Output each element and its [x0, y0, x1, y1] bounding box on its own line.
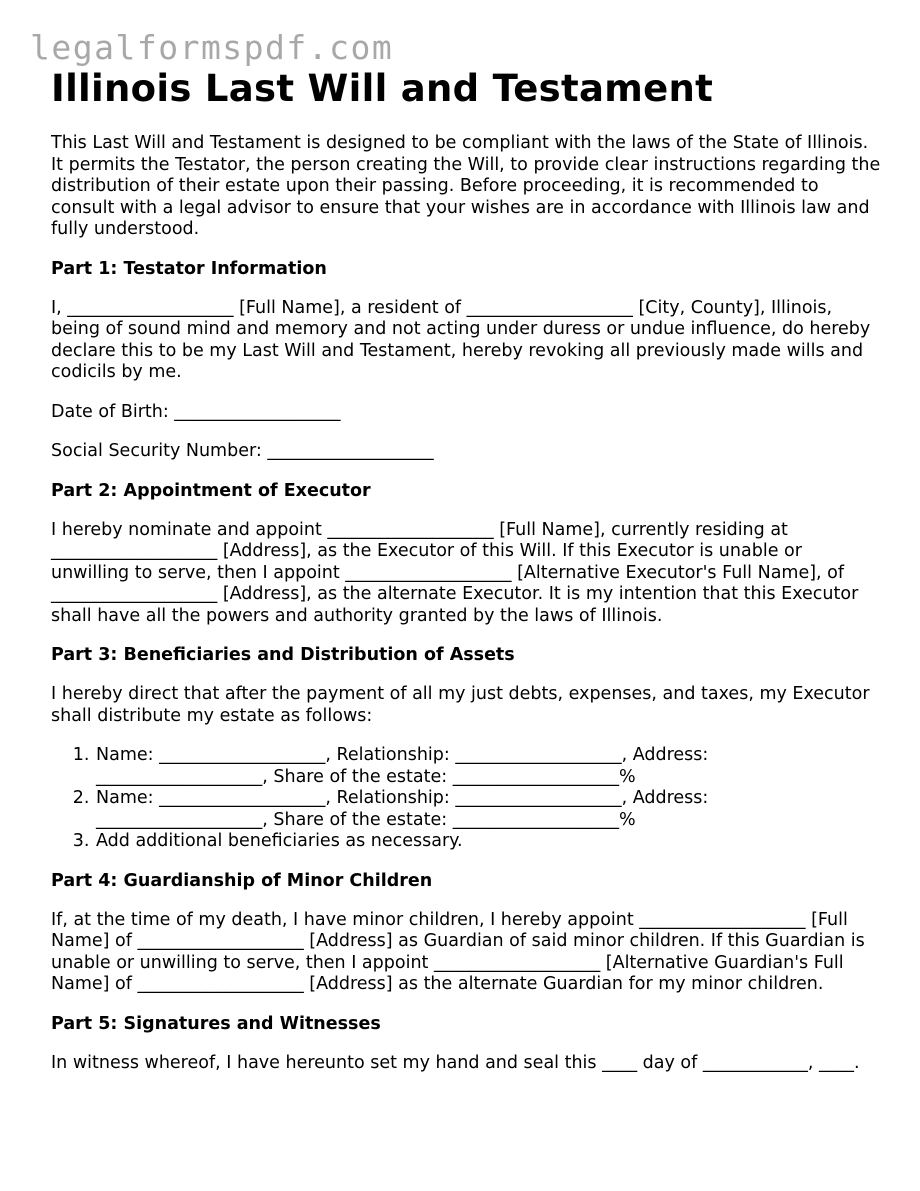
date-of-birth-field: Date of Birth: ___________________ [51, 401, 341, 422]
part-4-heading: Part 4: Guardianship of Minor Children [51, 870, 433, 891]
list-item: 2. Name: ___________________, Relationship: ___________________, Address: ___________________, Share of the estate: ___________________% [95, 788, 881, 831]
list-item: 1. Name: ___________________, Relationship: ___________________, Address: ___________________, Share of the estate: ___________________% [95, 745, 881, 788]
beneficiary-list [51, 745, 881, 853]
part-4-body: If, at the time of my death, I have minor children, I hereby appoint ___________________ [Full Name] of ___________________ [Address] as Guardian of said minor children. If this Guardian is unable or unwilling to serve, then I appoint ___________________ [Alternative Guardian's Full Name] of ___________________ [Address] as the alternate Guardian for my minor children. [51, 909, 865, 994]
part-1-body: I, ___________________ [Full Name], a resident of ___________________ [City, County], Illinois, being of sound mind and memory and not acting under duress or undue influence, do hereby declare this to be my Last Will and Testament, hereby revoking all previously made wills and codicils by me. [51, 297, 871, 382]
part-1-heading: Part 1: Testator Information [51, 258, 327, 279]
ssn-field: Social Security Number: ___________________ [51, 441, 434, 461]
page-title: Illinois Last Will and Testament [51, 67, 714, 110]
intro-paragraph: This Last Will and Testament is designed to be compliant with the laws of the State of Illinois. It permits the Testator, the person creating the Will, to provide clear instructions regarding the distribution of their estate upon their passing. Before proceeding, it is recommended to consult with a legal advisor to ensure that your wishes are in accordance with Illinois law and fully understood. [51, 133, 881, 239]
part-1-section [51, 259, 881, 463]
watermark: legalformspdf.com [30, 28, 394, 67]
part-2-body: I hereby nominate and appoint ___________________ [Full Name], currently residing at ___________________ [Address], as the Executor of this Will. If this Executor is unable or unwilling to serve, then I appoint ___________________ [Alternative Executor's Full Name], of ___________________ [Address], as the alternate Executor. It is my intention that this Executor shall have all the powers and authority granted by the laws of Illinois. [51, 519, 859, 626]
part-2-heading: Part 2: Appointment of Executor [51, 480, 371, 501]
part-3-heading: Part 3: Beneficiaries and Distribution of Assets [51, 645, 515, 665]
part-5-heading: Part 5: Signatures and Witnesses [51, 1013, 381, 1034]
part-3-section [51, 645, 881, 853]
document-page [51, 68, 881, 1074]
part-4-section [51, 871, 881, 996]
part-3-body: I hereby direct that after the payment of all my just debts, expenses, and taxes, my Executor shall distribute my estate as follows: [51, 684, 870, 726]
part-5-section [51, 1014, 881, 1075]
part-5-body: In witness whereof, I have hereunto set my hand and seal this ____ day of ____________, ____. [51, 1052, 860, 1073]
list-item: 3. Add additional beneficiaries as necessary. [95, 831, 881, 853]
part-2-section [51, 481, 881, 628]
